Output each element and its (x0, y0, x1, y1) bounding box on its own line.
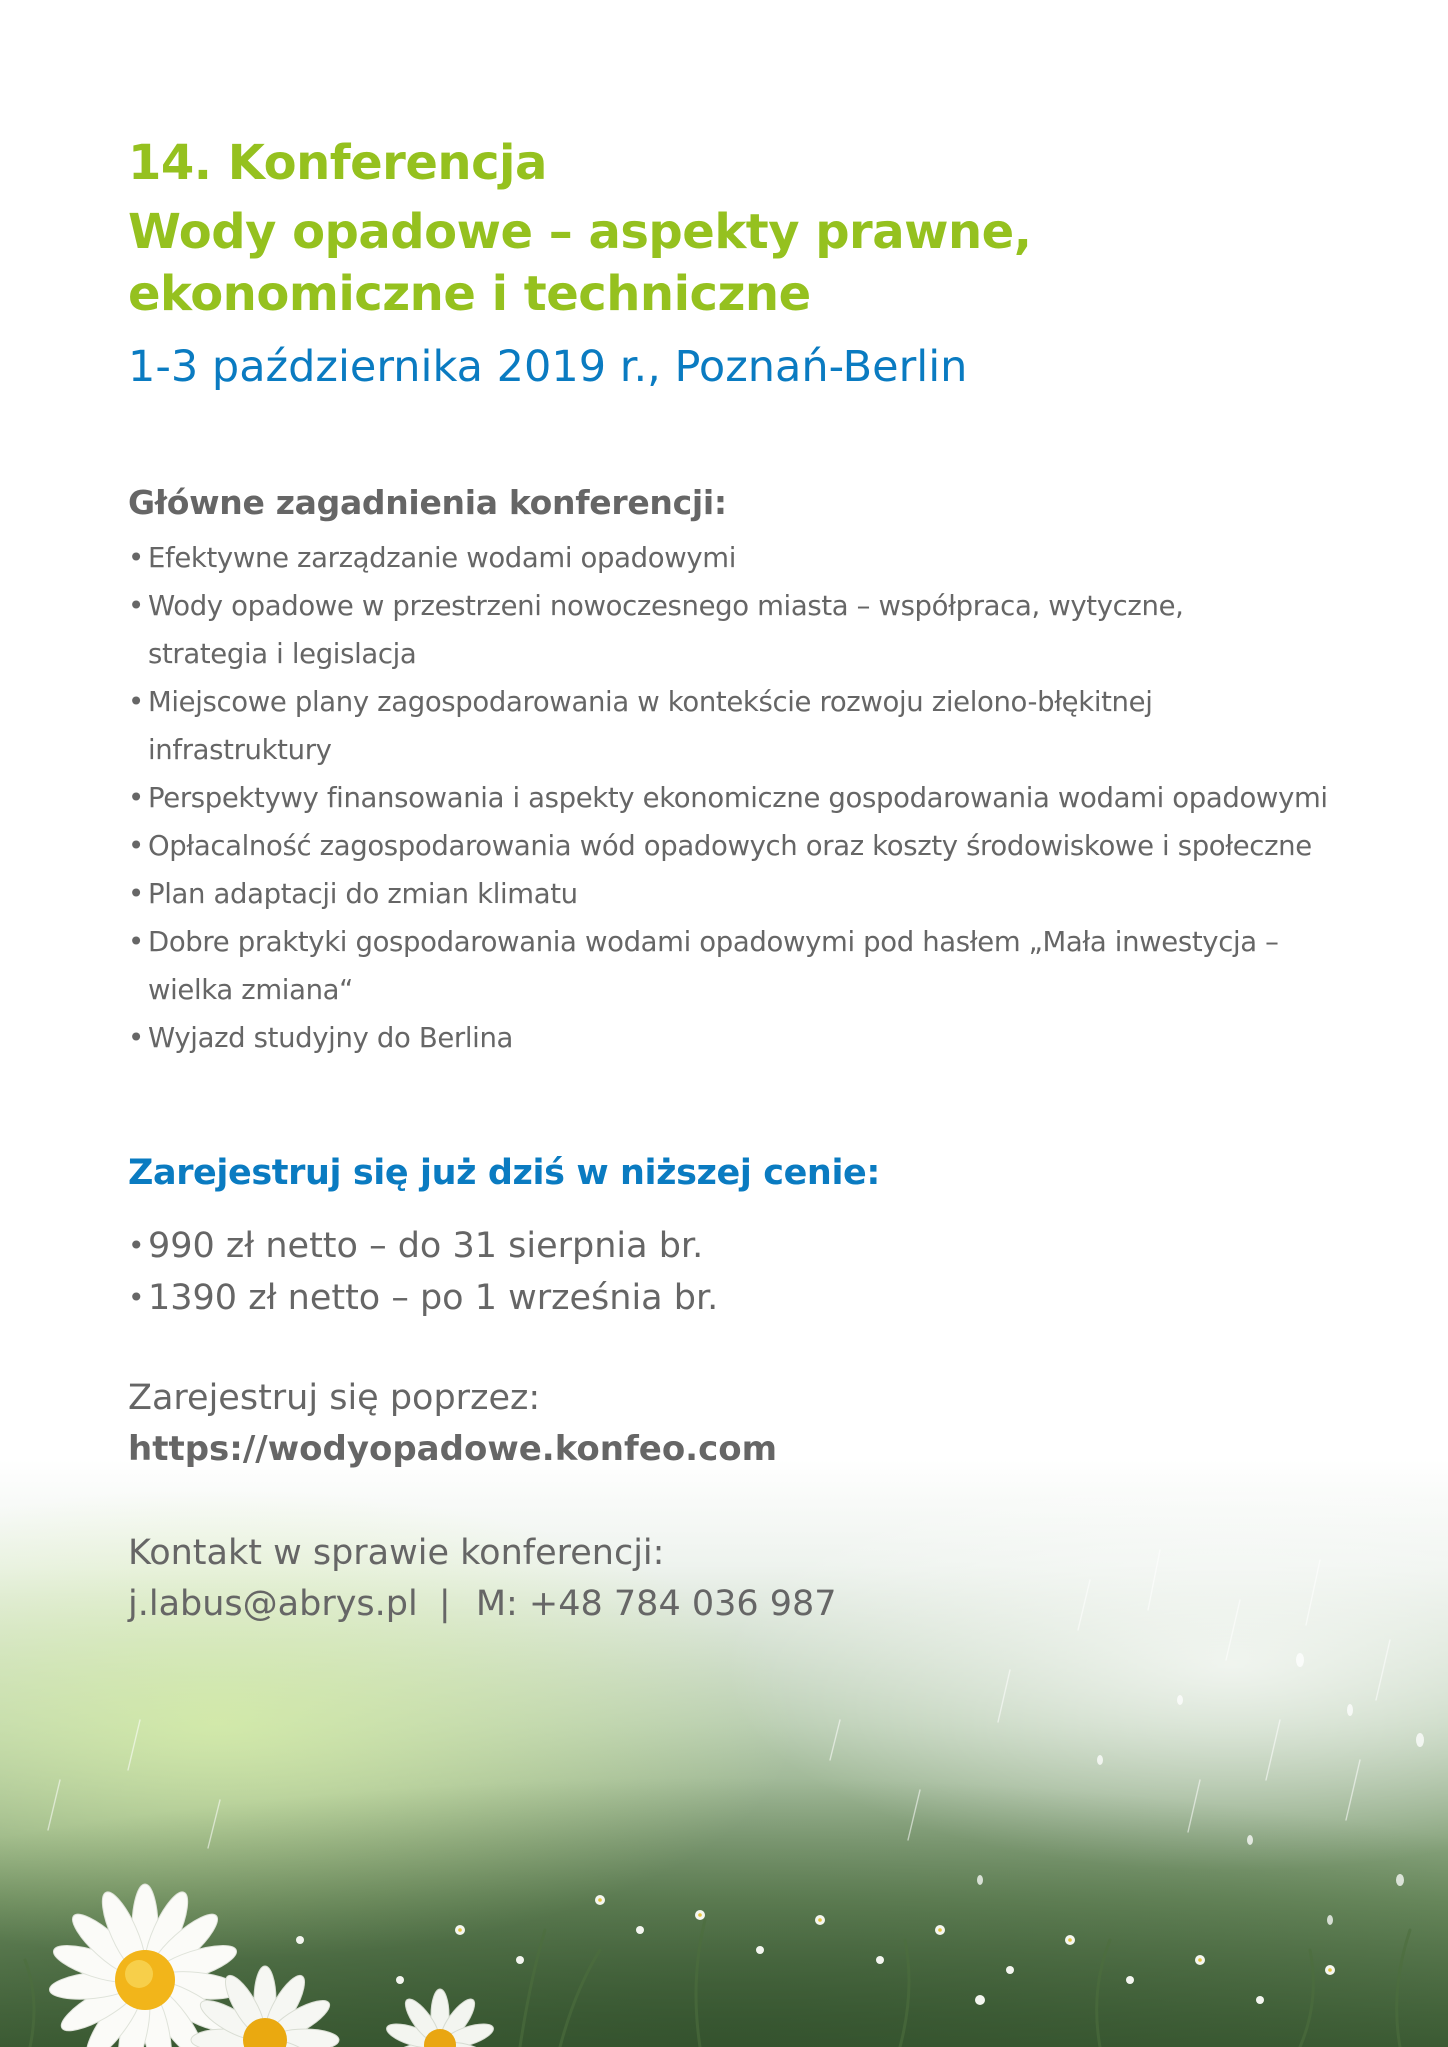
conference-title-line-2: Wody opadowe – aspekty prawne, (128, 204, 1032, 260)
contact-phone[interactable]: M: +48 784 036 987 (475, 1584, 837, 1624)
bullet-icon: • (128, 1281, 145, 1314)
topic-item (128, 774, 1388, 822)
topic-text: Perspektywy finansowania i aspekty ekonomiczne gospodarowania wodami opadowymi (148, 782, 1328, 814)
bullet-icon: • (128, 542, 144, 574)
contact-details (128, 1584, 837, 1624)
bullet-icon: • (128, 782, 144, 814)
topic-text: Opłacalność zagospodarowania wód opadowych oraz koszty środowiskowe i społeczne (148, 830, 1312, 862)
topic-item (128, 582, 1388, 678)
topic-text: Wody opadowe w przestrzeni nowoczesnego miasta – współpraca, wytyczne, (148, 590, 1184, 622)
bullet-icon: • (128, 830, 144, 862)
price-list (128, 1220, 718, 1324)
topics-heading: Główne zagadnienia konferencji: (128, 483, 727, 522)
price-text: 990 zł netto – do 31 sierpnia br. (148, 1226, 704, 1266)
topic-item (128, 918, 1388, 1014)
registration-cta-heading: Zarejestruj się już dziś w niższej cenie: (128, 1153, 880, 1193)
price-text: 1390 zł netto – po 1 września br. (148, 1278, 719, 1318)
topic-text: Efektywne zarządzanie wodami opadowymi (148, 542, 736, 574)
topic-text: Dobre praktyki gospodarowania wodami opadowymi pod hasłem „Mała inwestycja – (148, 926, 1279, 958)
price-item-early (128, 1220, 718, 1272)
topic-item (128, 678, 1388, 774)
topic-item (128, 534, 1388, 582)
bullet-icon: • (128, 686, 144, 718)
contact-label: Kontakt w sprawie konferencji: (128, 1533, 665, 1573)
bullet-icon: • (128, 1229, 145, 1262)
topic-item (128, 1014, 1388, 1062)
topic-item (128, 822, 1388, 870)
bullet-icon: • (128, 590, 144, 622)
price-item-regular (128, 1272, 718, 1324)
topics-list (128, 534, 1388, 1062)
bullet-icon: • (128, 1022, 144, 1054)
topic-text: Plan adaptacji do zmian klimatu (148, 878, 578, 910)
registration-label: Zarejestruj się poprzez: (128, 1378, 541, 1418)
topic-item (128, 870, 1388, 918)
registration-link[interactable]: https://wodyopadowe.konfeo.com (128, 1429, 778, 1469)
bullet-icon: • (128, 878, 144, 910)
conference-title-line-1: 14. Konferencja (128, 135, 547, 191)
contact-email[interactable]: j.labus@abrys.pl (128, 1584, 418, 1624)
conference-title-line-3: ekonomiczne i techniczne (128, 266, 811, 322)
conference-date-place: 1-3 października 2019 r., Poznań-Berlin (128, 342, 968, 392)
topic-text: Wyjazd studyjny do Berlina (148, 1022, 514, 1054)
topic-text-continuation: strategia i legislacja (148, 638, 417, 670)
bullet-icon: • (128, 926, 144, 958)
topic-text: Miejscowe plany zagospodarowania w kontekście rozwoju zielono-błękitnej (148, 686, 1153, 718)
topic-text-continuation: wielka zmiana“ (148, 974, 354, 1006)
topic-text-continuation: infrastruktury (148, 734, 332, 766)
contact-separator: | (438, 1584, 451, 1624)
